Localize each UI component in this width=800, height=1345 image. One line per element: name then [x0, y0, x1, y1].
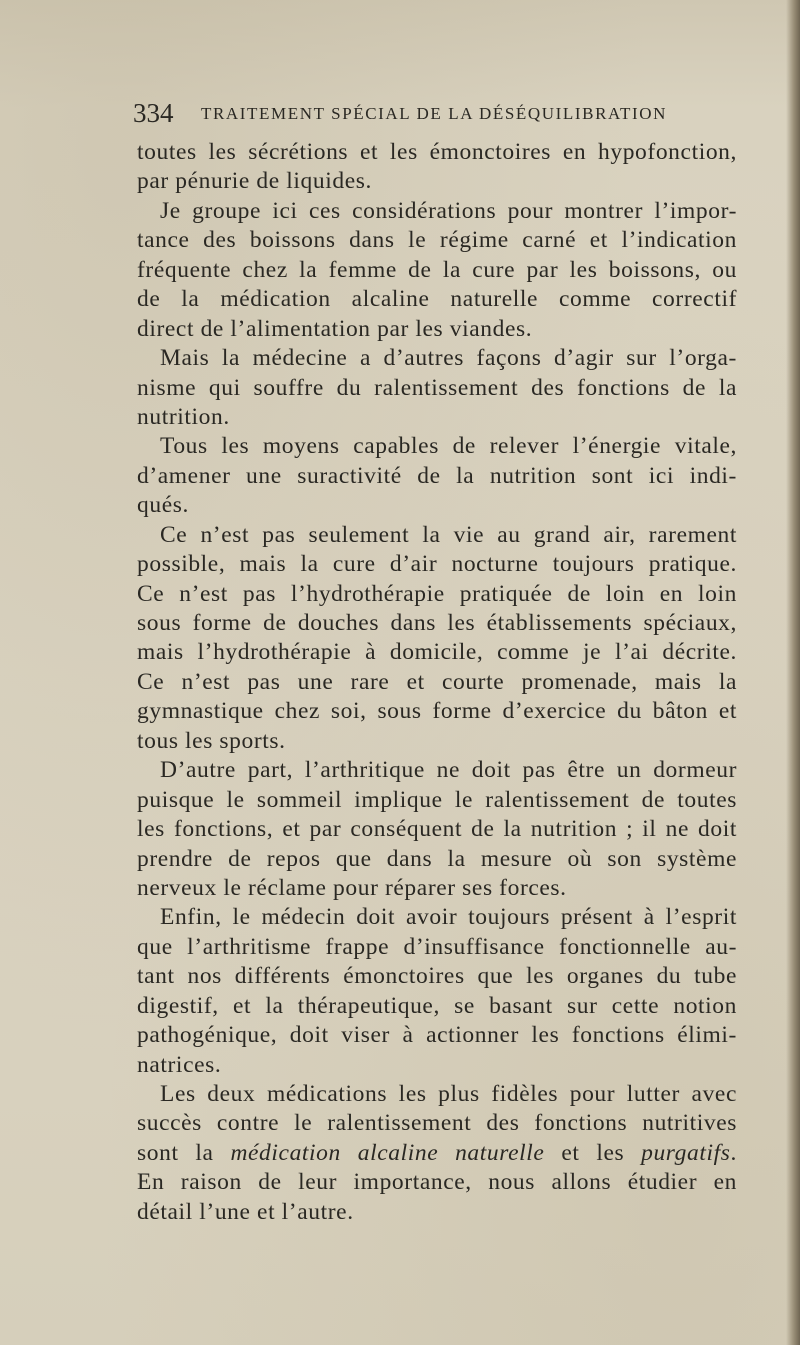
page-number: 334 [133, 98, 174, 128]
text-line: les fonctions, et par conséquent de la nutrition ; il ne doit [137, 816, 737, 843]
text-line: possible, mais la cure d’air nocturne toujours pratique. [137, 551, 737, 578]
running-title: TRAITEMENT SPÉCIAL DE LA DÉSÉQUILIBRATION [201, 104, 668, 123]
text-line: de la médication alcaline naturelle comme correctif [137, 286, 737, 313]
emphasis-alkaline-medication: médication alcaline naturelle [230, 1139, 545, 1166]
text-line: En raison de leur importance, nous allons étudier en [137, 1169, 737, 1196]
text-line: puisque le sommeil implique le ralentissement de toutes [137, 786, 737, 813]
text-line: Tous les moyens capables de relever l’énergie vitale, [160, 433, 737, 460]
body-text [137, 138, 737, 1227]
text-line: Ce n’est pas une rare et courte promenade, mais la [137, 668, 737, 695]
text-line: tous les sports. [137, 727, 286, 754]
text-line: pathogénique, doit viser à actionner les fonctions élimi- [137, 1022, 737, 1049]
text-line: toutes les sécrétions et les émonctoires en hypofonction, [137, 139, 737, 165]
page-edge-shadow [786, 0, 800, 1345]
text-line: fréquente chez la femme de la cure par les boissons, ou [137, 256, 737, 283]
page-header [133, 96, 733, 130]
text-fragment: sont la [137, 1139, 231, 1166]
text-line: d’amener une suractivité de la nutrition sont ici indi- [137, 462, 737, 489]
text-fragment: et les [544, 1139, 642, 1166]
text-line: tant nos différents émonctoires que les organes du tube [137, 963, 737, 990]
text-fragment: . [730, 1139, 737, 1166]
text-line: par pénurie de liquides. [137, 168, 372, 195]
text-line: D’autre part, l’arthritique ne doit pas être un dormeur [160, 757, 737, 784]
text-line: nisme qui souffre du ralentissement des fonctions de la [137, 374, 737, 401]
text-line: Ce n’est pas seulement la vie au grand air, rarement [160, 521, 737, 548]
text-line: Mais la médecine a d’autres façons d’agir sur l’orga- [160, 345, 737, 372]
text-line: prendre de repos que dans la mesure où son système [137, 845, 737, 872]
text-line: nerveux le réclame pour réparer ses forces. [137, 874, 567, 901]
text-line: gymnastique chez soi, sous forme d’exercice du bâton et [137, 698, 737, 725]
text-line: succès contre le ralentissement des fonctions nutritives [137, 1110, 737, 1137]
text-line: mais l’hydrothérapie à domicile, comme je l’ai décrite. [137, 639, 737, 666]
text-line-with-emphasis [137, 1139, 737, 1168]
text-line: qués. [137, 492, 189, 519]
text-line: Les deux médications les plus fidèles pour lutter avec [160, 1081, 737, 1107]
text-line: digestif, et la thérapeutique, se basant sur cette notion [137, 992, 737, 1019]
text-line: détail l’une et l’autre. [137, 1198, 354, 1225]
text-line: nutrition. [137, 403, 230, 430]
text-line: sous forme de douches dans les établissements spéciaux, [137, 610, 737, 636]
text-line: Ce n’est pas l’hydrothérapie pratiquée de loin en loin [137, 580, 737, 607]
text-line: direct de l’alimentation par les viandes. [137, 315, 533, 342]
text-line: Enfin, le médecin doit avoir toujours présent à l’esprit [160, 904, 737, 931]
text-line: que l’arthritisme frappe d’insuffisance fonctionnelle au- [137, 933, 737, 960]
text-line: natrices. [137, 1051, 222, 1078]
text-line: tance des boissons dans le régime carné et l’indication [137, 227, 737, 254]
emphasis-purgatives: purgatifs [641, 1139, 731, 1166]
text-line: Je groupe ici ces considérations pour montrer l’impor- [160, 197, 737, 224]
